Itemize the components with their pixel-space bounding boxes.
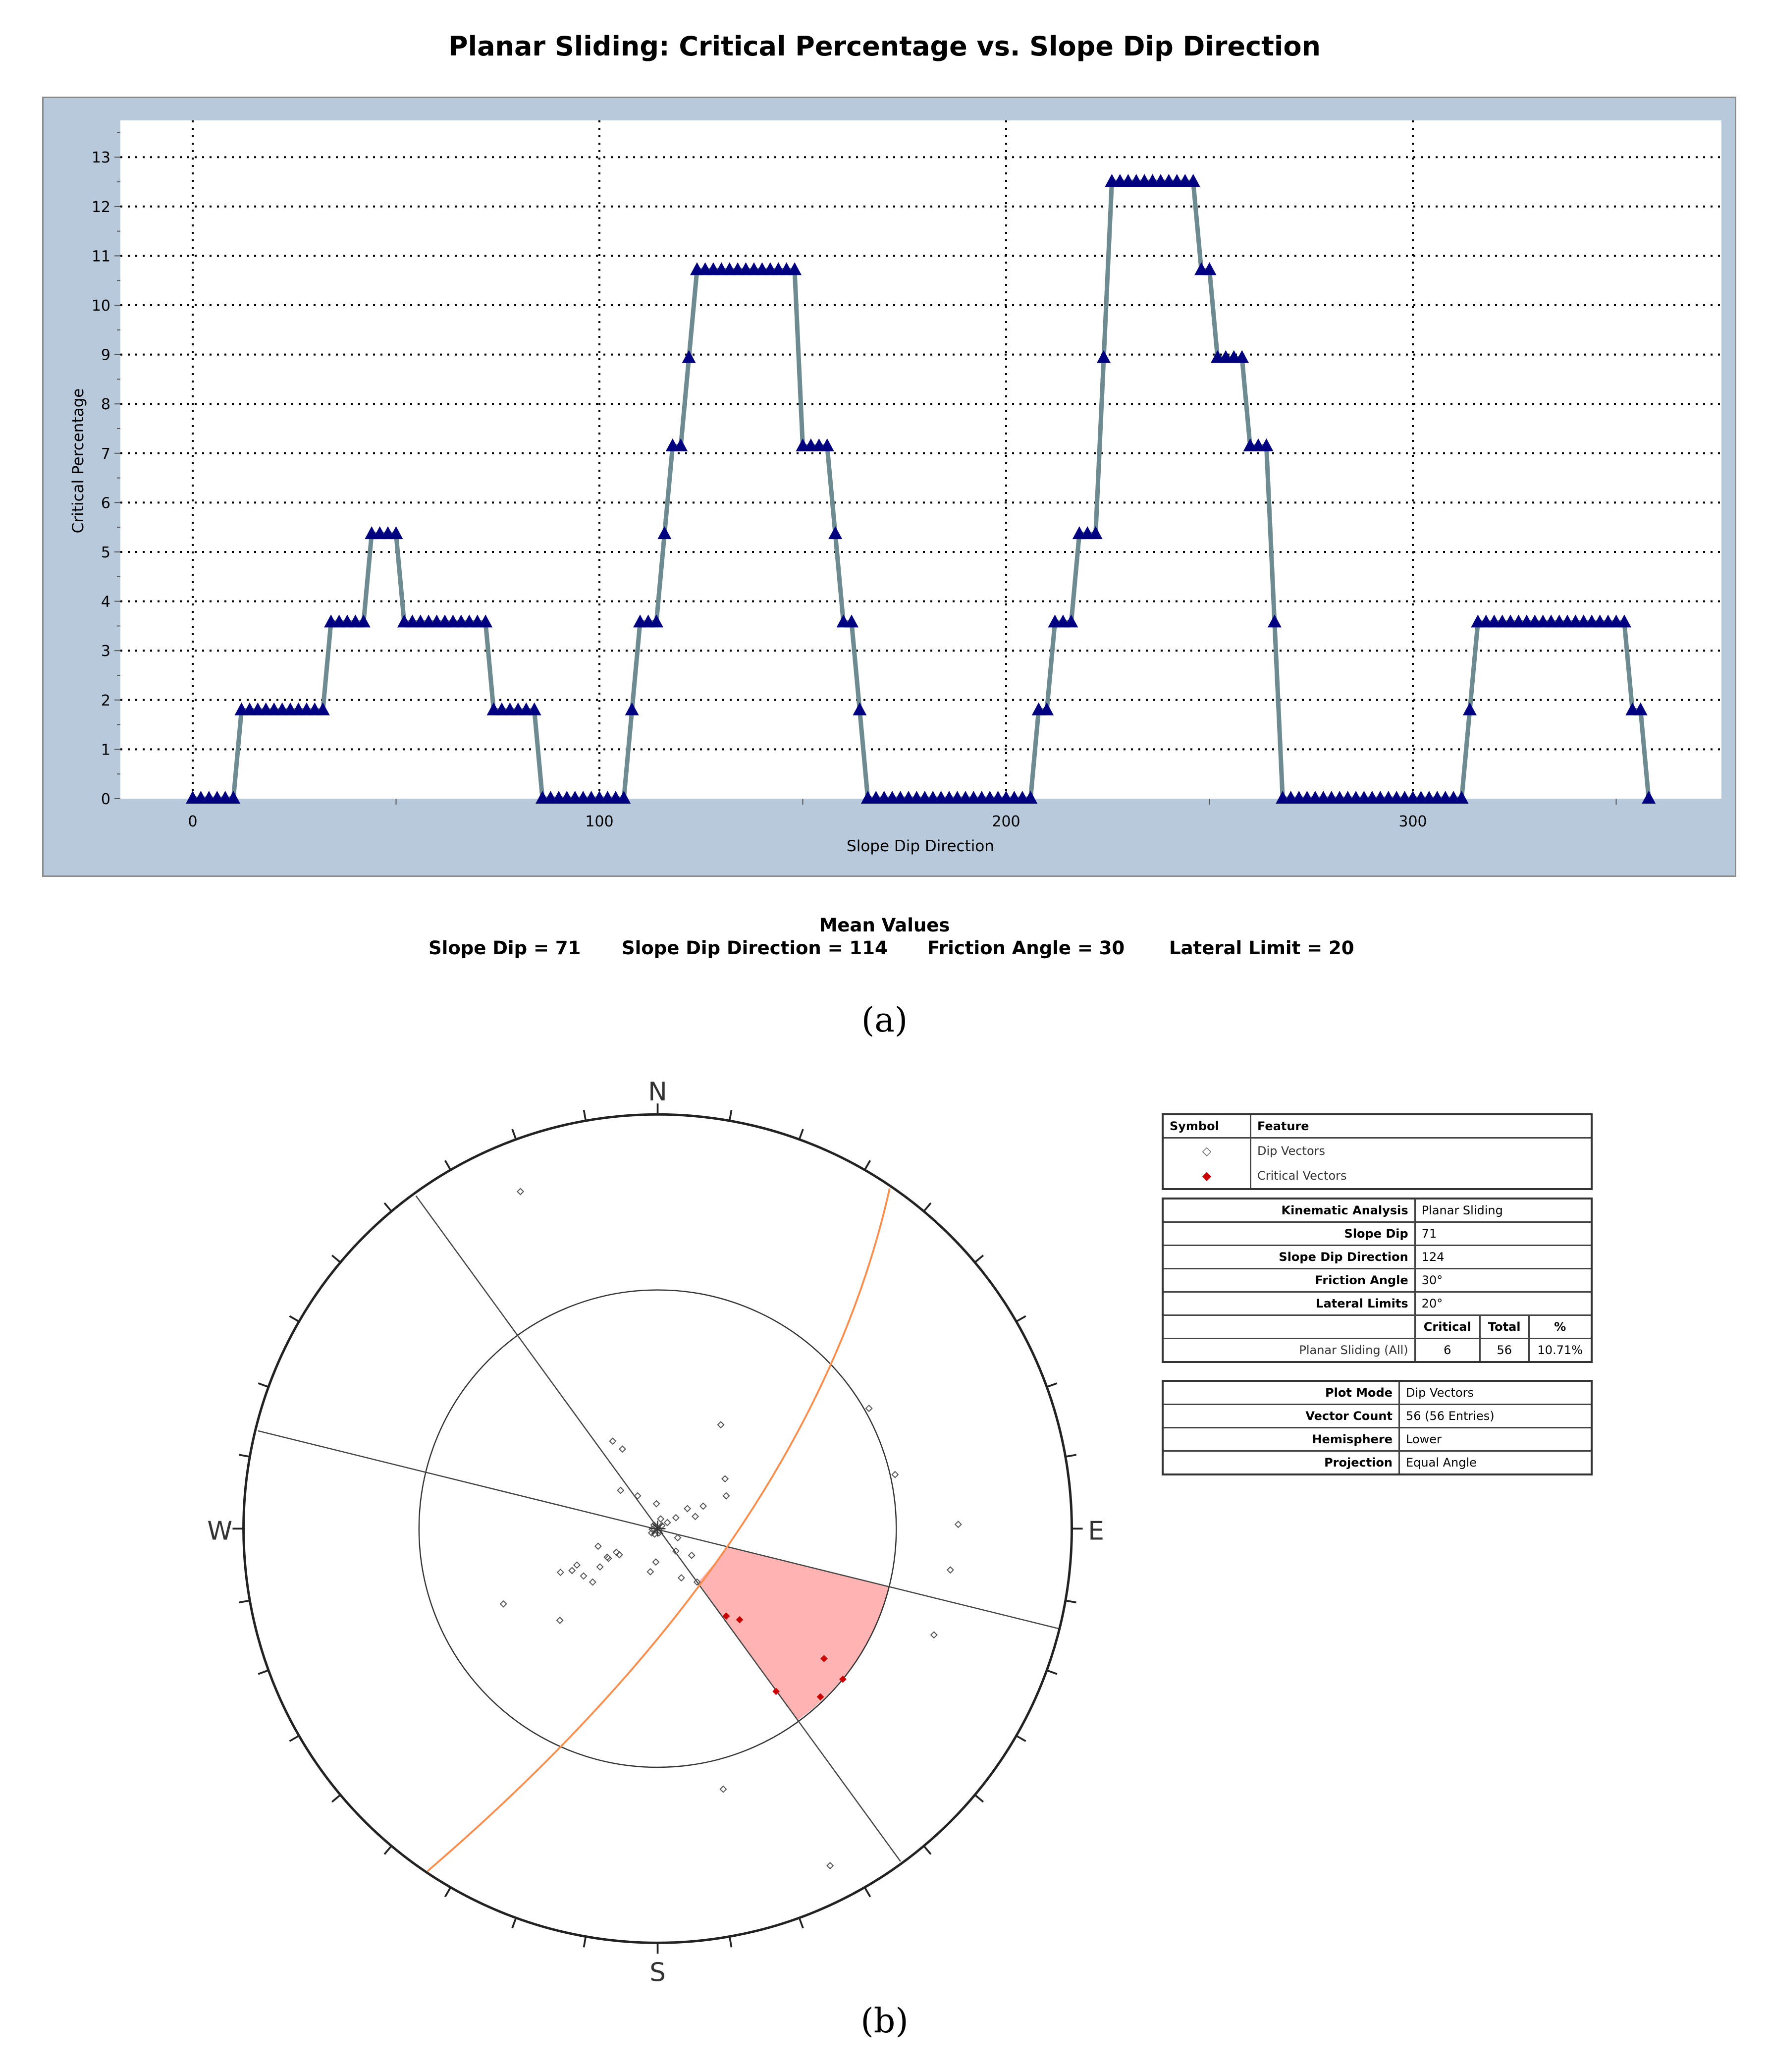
azimuth-tick	[258, 1383, 268, 1387]
dip-vector-point	[581, 1573, 587, 1579]
dip-vector-point	[557, 1569, 563, 1575]
feature-header: Feature	[1251, 1114, 1592, 1138]
dip-vector-point	[720, 1786, 726, 1792]
dip-vector-point	[500, 1601, 506, 1607]
result-percent: 10.71%	[1529, 1339, 1592, 1363]
azimuth-tick	[289, 1316, 299, 1321]
y-tick-label: 4	[101, 593, 110, 611]
west-label: W	[207, 1516, 233, 1546]
vector-count-value: 56 (56 Entries)	[1399, 1405, 1592, 1428]
azimuth-tick	[332, 1795, 340, 1802]
plot-info-table	[1162, 1380, 1593, 1475]
east-label: E	[1088, 1516, 1104, 1546]
south-label: S	[649, 1958, 666, 1988]
y-tick-label: 12	[91, 198, 110, 216]
dip-vector-point	[947, 1567, 953, 1573]
azimuth-tick	[239, 1600, 250, 1602]
azimuth-tick	[289, 1736, 299, 1741]
caption-a: (a)	[861, 1001, 908, 1040]
critical-vector-symbol-icon: ◆	[1202, 1169, 1212, 1183]
azimuth-tick	[730, 1937, 732, 1948]
dip-vector-point	[557, 1617, 563, 1623]
chart-title: Planar Sliding: Critical Percentage vs. Slope Dip Direction	[448, 31, 1321, 62]
azimuth-tick	[332, 1255, 340, 1262]
y-tick-label: 8	[101, 396, 110, 414]
azimuth-tick	[799, 1129, 803, 1140]
mean-values-heading: Mean Values	[819, 915, 950, 936]
dip-vector-point	[678, 1575, 684, 1581]
azimuth-tick	[512, 1918, 516, 1928]
projection-value: Equal Angle	[1399, 1451, 1592, 1475]
slope-dip-key: Slope Dip	[1163, 1222, 1415, 1246]
vector-count-key: Vector Count	[1163, 1405, 1399, 1428]
dip-vector-point	[931, 1632, 937, 1638]
y-tick-label: 2	[101, 692, 110, 709]
symbol-legend	[1162, 1113, 1593, 1190]
azimuth-tick	[730, 1110, 732, 1121]
azimuth-tick	[1047, 1670, 1057, 1674]
north-label: N	[648, 1077, 667, 1107]
x-axis-label: Slope Dip Direction	[847, 837, 994, 855]
azimuth-tick	[1047, 1383, 1057, 1387]
y-tick-label: 9	[101, 346, 110, 364]
y-tick-label: 1	[101, 741, 110, 759]
dip-vector-point	[653, 1559, 659, 1565]
plot-area	[120, 120, 1721, 799]
lateral-limits-value: 20°	[1415, 1292, 1592, 1315]
azimuth-tick	[1066, 1600, 1076, 1602]
dip-vector-symbol-icon: ◇	[1202, 1144, 1212, 1158]
slope-dip-direction-value: 124	[1415, 1246, 1592, 1269]
dip-vector-point	[684, 1506, 690, 1512]
mean-slope-dip-direction: Slope Dip Direction = 114	[622, 937, 888, 959]
azimuth-tick	[865, 1887, 870, 1897]
azimuth-tick	[975, 1795, 983, 1802]
dip-vector-point	[664, 1520, 670, 1526]
mean-lateral-limit: Lateral Limit = 20	[1169, 937, 1354, 959]
dip-vector-point	[619, 1446, 625, 1452]
dip-vector-point	[866, 1405, 872, 1411]
azimuth-tick	[924, 1846, 931, 1854]
dip-vector-point	[892, 1472, 898, 1477]
critical-header: Critical	[1415, 1315, 1480, 1339]
result-total: 56	[1480, 1339, 1529, 1363]
dip-vector-point	[689, 1552, 695, 1558]
dip-vector-point	[658, 1516, 664, 1522]
y-tick-label: 11	[91, 248, 110, 266]
azimuth-tick	[1017, 1736, 1026, 1741]
x-tick-label: 300	[1398, 813, 1427, 830]
y-tick-label: 3	[101, 643, 110, 660]
dip-vector-point	[718, 1422, 724, 1428]
lateral-limits-key: Lateral Limits	[1163, 1292, 1415, 1315]
azimuth-tick	[445, 1160, 451, 1170]
analysis-key: Kinematic Analysis	[1163, 1199, 1415, 1222]
dip-vector-point	[955, 1522, 961, 1527]
dip-vector-point	[618, 1487, 624, 1493]
x-tick-label: 100	[585, 813, 614, 830]
critical-zone	[698, 1547, 890, 1721]
result-label: Planar Sliding (All)	[1163, 1339, 1415, 1363]
dip-vector-point	[692, 1514, 698, 1520]
dip-vector-point	[597, 1564, 603, 1570]
line-chart	[0, 0, 1769, 892]
mean-slope-dip: Slope Dip = 71	[429, 937, 581, 959]
dip-vector-point	[700, 1503, 706, 1509]
dip-vectors	[500, 1189, 961, 1869]
friction-angle-value: 30°	[1415, 1269, 1592, 1292]
y-axis-label: Critical Percentage	[69, 388, 87, 534]
x-tick-label: 0	[188, 813, 198, 830]
legend-dip-vectors: Dip Vectors	[1251, 1138, 1592, 1164]
azimuth-tick	[445, 1887, 451, 1897]
analysis-value: Planar Sliding	[1415, 1199, 1592, 1222]
azimuth-tick	[239, 1455, 250, 1457]
slope-dip-direction-key: Slope Dip Direction	[1163, 1246, 1415, 1269]
legend-critical-vectors: Critical Vectors	[1251, 1163, 1592, 1189]
azimuth-tick	[584, 1110, 586, 1121]
plot-mode-key: Plot Mode	[1163, 1381, 1399, 1405]
dip-vector-point	[653, 1501, 659, 1507]
azimuth-tick	[384, 1846, 391, 1854]
result-critical: 6	[1415, 1339, 1480, 1363]
azimuth-tick	[865, 1160, 870, 1170]
y-tick-label: 10	[91, 297, 110, 315]
azimuth-tick	[1066, 1455, 1076, 1457]
plot-mode-value: Dip Vectors	[1399, 1381, 1592, 1405]
dip-vector-point	[723, 1493, 729, 1499]
azimuth-tick	[384, 1203, 391, 1211]
dip-vector-point	[569, 1568, 575, 1574]
analysis-table	[1162, 1198, 1593, 1363]
azimuth-tick	[512, 1129, 516, 1140]
hemisphere-value: Lower	[1399, 1428, 1592, 1451]
azimuth-tick	[924, 1203, 931, 1211]
slope-dip-value: 71	[1415, 1222, 1592, 1246]
azimuth-tick	[1017, 1316, 1026, 1321]
azimuth-tick	[258, 1670, 268, 1674]
x-tick-label: 200	[992, 813, 1020, 830]
azimuth-tick	[584, 1937, 586, 1948]
dip-vector-point	[610, 1438, 616, 1444]
azimuth-tick	[799, 1918, 803, 1928]
y-tick-label: 5	[101, 544, 110, 561]
y-tick-label: 7	[101, 445, 110, 463]
friction-angle-key: Friction Angle	[1163, 1269, 1415, 1292]
azimuth-tick	[975, 1255, 983, 1262]
dip-vector-point	[517, 1189, 523, 1195]
hemisphere-key: Hemisphere	[1163, 1428, 1399, 1451]
projection-key: Projection	[1163, 1451, 1399, 1475]
dip-vector-point	[827, 1862, 833, 1868]
y-tick-label: 13	[91, 149, 110, 167]
dip-vector-point	[647, 1569, 653, 1575]
dip-vector-point	[574, 1562, 580, 1568]
y-tick-label: 0	[101, 791, 110, 808]
dip-vector-point	[595, 1543, 601, 1549]
y-tick-label: 6	[101, 494, 110, 512]
total-header: Total	[1480, 1315, 1529, 1339]
dip-vector-point	[722, 1476, 728, 1482]
dip-vector-point	[590, 1579, 595, 1585]
percent-header: %	[1529, 1315, 1592, 1339]
caption-b: (b)	[860, 2002, 909, 2041]
dip-vector-point	[673, 1515, 679, 1521]
stereonet	[188, 1065, 1129, 2007]
mean-friction-angle: Friction Angle = 30	[927, 937, 1125, 959]
symbol-header: Symbol	[1163, 1114, 1251, 1138]
